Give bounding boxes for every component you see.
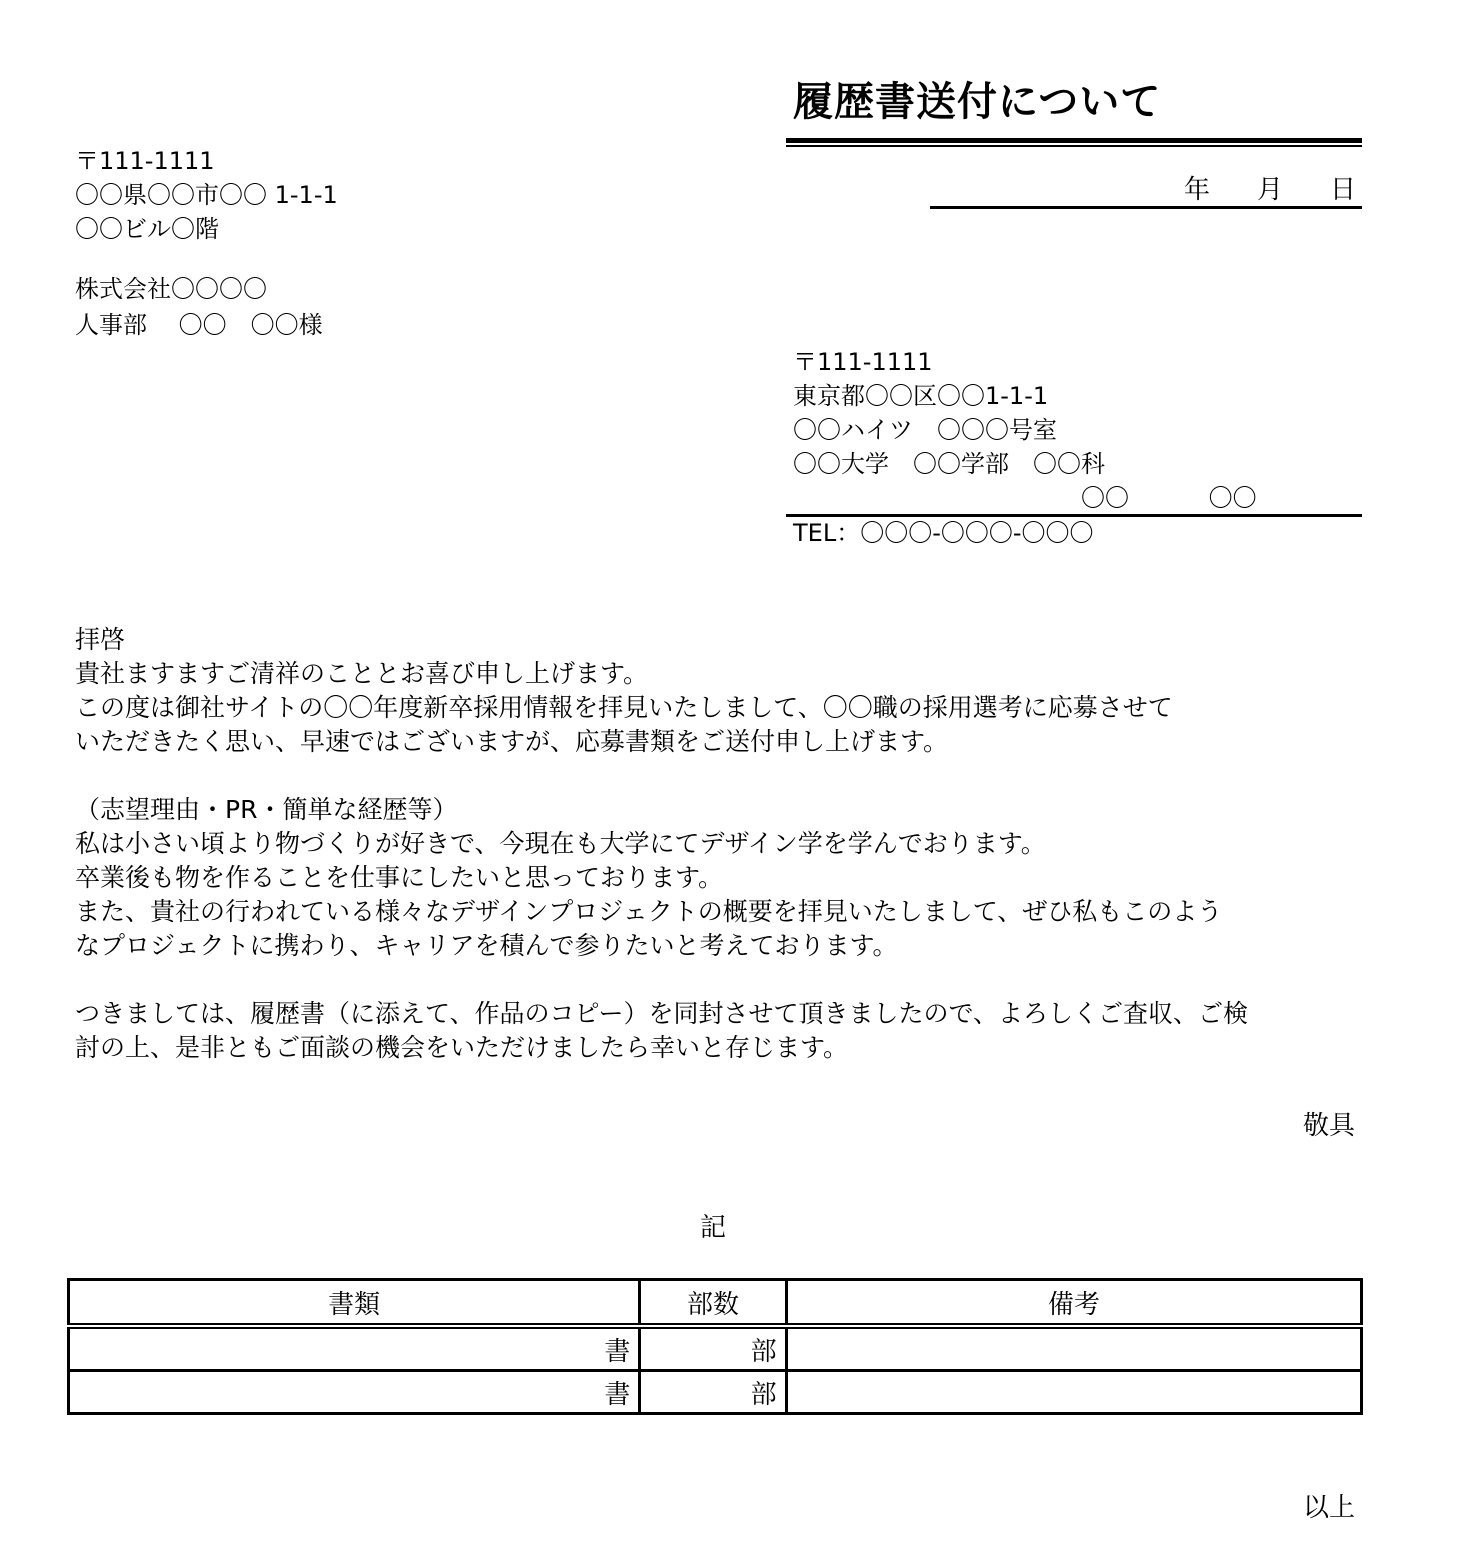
date-day-unit: 日 (1330, 175, 1357, 205)
opening-word: 拝啓 (75, 625, 126, 654)
paragraph-gap (75, 759, 1365, 793)
table-row (69, 1326, 1362, 1371)
cell-document[interactable]: 書 (69, 1326, 640, 1371)
closing-paragraph-line: 討の上、是非ともご面談の機会をいただけましたら幸いと存じます。 (75, 1033, 849, 1062)
title-rule (786, 138, 1362, 143)
cell-document[interactable]: 書 (69, 1371, 640, 1414)
sender-tel: TEL：〇〇〇-〇〇〇-〇〇〇 (793, 519, 1094, 547)
sender-block (793, 345, 1257, 515)
sender-name: 〇〇 〇〇 (1081, 484, 1257, 512)
sender-school: 〇〇大学 〇〇学部 〇〇科 (793, 450, 1105, 478)
table-header-row (69, 1280, 1362, 1327)
recipient-name-block (75, 271, 323, 343)
date-month-unit: 月 (1257, 175, 1284, 205)
header-documents: 書類 (69, 1280, 640, 1327)
sender-address-line2: 〇〇ハイツ 〇〇〇号室 (793, 416, 1057, 444)
recipient-department: 人事部 〇〇 〇〇様 (75, 311, 323, 339)
intro-line: いただきたく思い、早速ではございますが、応募書類をご送付申し上げます。 (75, 727, 949, 756)
recipient-company: 株式会社〇〇〇〇 (75, 275, 267, 303)
header-notes: 備考 (786, 1280, 1361, 1327)
recipient-postal: 〒111-1111 (75, 147, 215, 175)
paragraph-gap (75, 963, 1365, 997)
pr-line: 卒業後も物を作ることを仕事にしたいと思っております。 (75, 863, 724, 892)
document-title: 履歴書送付について (793, 79, 1162, 125)
greeting-line: 貴社ますますご清祥のこととお喜び申し上げます。 (75, 659, 649, 688)
closing-paragraph-line: つきましては、履歴書（に添えて、作品のコピー）を同封させて頂きましたので、よろしくご査収、ご検 (75, 999, 1249, 1028)
letter-body (75, 623, 1365, 1065)
pr-line: また、貴社の行われている様々なデザインプロジェクトの概要を拝見いたしまして、ぜひ私もこのよう (75, 897, 1223, 926)
pr-line: なプロジェクトに携わり、キャリアを積んで参りたいと考えております。 (75, 931, 898, 960)
cell-quantity[interactable]: 部 (640, 1326, 786, 1371)
header-quantity: 部数 (640, 1280, 786, 1327)
table-row (69, 1371, 1362, 1414)
sender-postal: 〒111-1111 (793, 348, 933, 376)
title-rule-secondary (786, 145, 1362, 147)
end-word: 以上 (1302, 1493, 1355, 1523)
enclosure-table (67, 1278, 1363, 1415)
intro-line: この度は御社サイトの〇〇年度新卒採用情報を拝見いたしまして、〇〇職の採用選考に応募させて (75, 693, 1173, 722)
recipient-address-line2: 〇〇ビル〇階 (75, 215, 219, 243)
date-field (930, 172, 1362, 210)
closing-word: 敬具 (1302, 1111, 1355, 1141)
pr-line: 私は小さい頃より物づくりが好きで、今現在も大学にてデザイン学を学んでおります。 (75, 829, 1046, 858)
recipient-address-line1: 〇〇県〇〇市〇〇 1-1-1 (75, 181, 338, 209)
recipient-address (75, 144, 338, 246)
date-underline (930, 206, 1362, 209)
cell-quantity[interactable]: 部 (640, 1371, 786, 1414)
cell-note[interactable] (786, 1371, 1361, 1414)
ki-heading: 記 (700, 1213, 727, 1243)
date-year-unit: 年 (1184, 175, 1211, 205)
section-label: （志望理由・PR・簡単な経歴等） (75, 795, 458, 824)
sender-address-line1: 東京都〇〇区〇〇1-1-1 (793, 382, 1049, 410)
cell-note[interactable] (786, 1326, 1361, 1371)
